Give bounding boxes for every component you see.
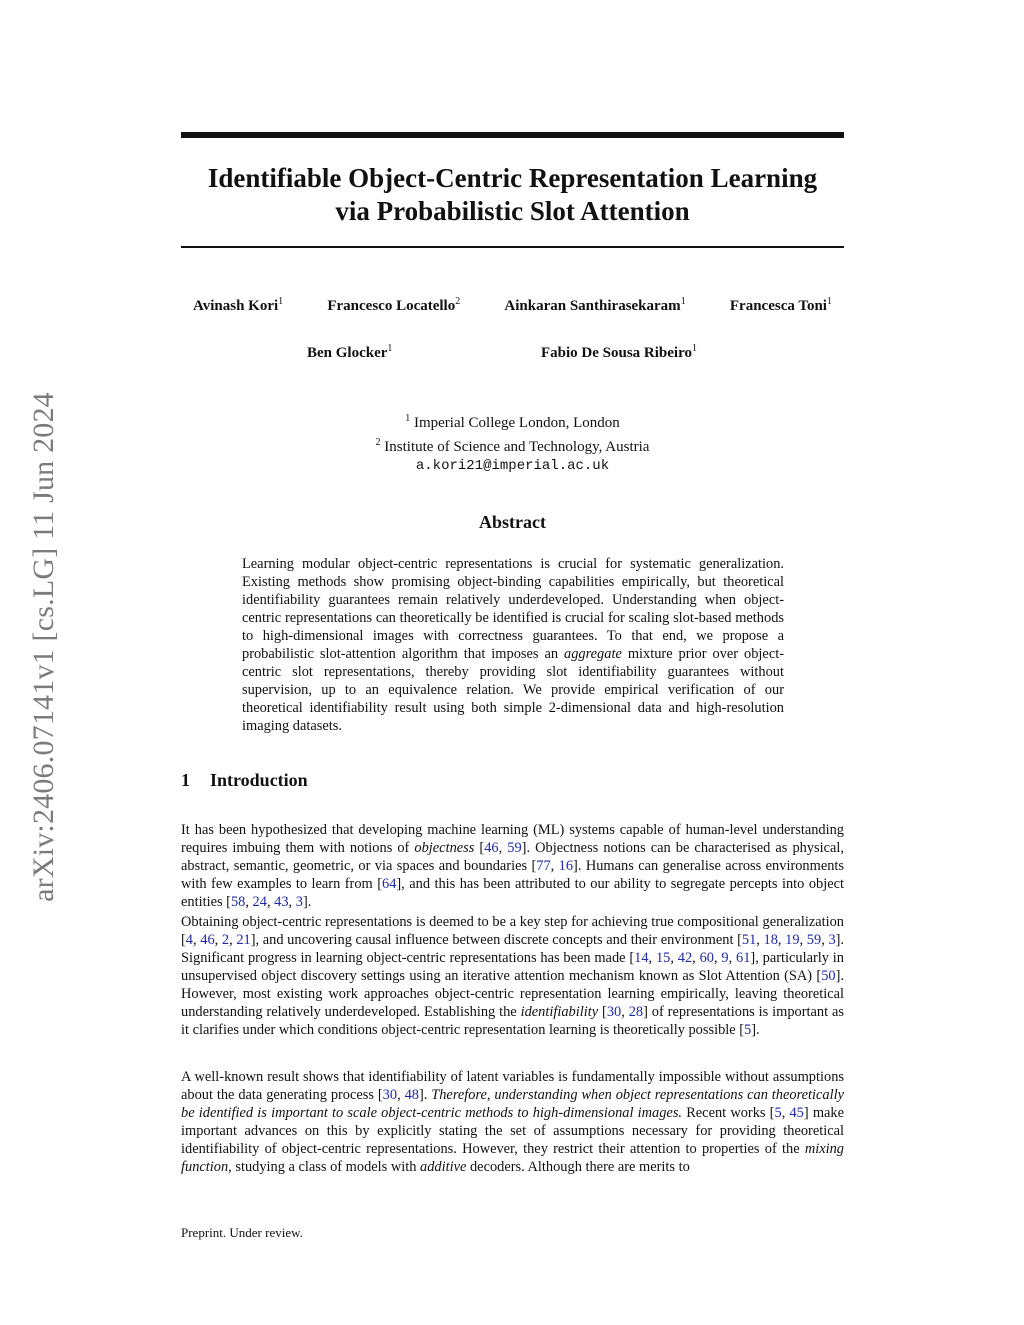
abstract-heading: Abstract	[479, 512, 546, 532]
affiliation: $^1$ Imperial College London, London	[405, 413, 620, 431]
citation-link[interactable]: 46	[484, 840, 499, 856]
citation-link[interactable]: 2	[221, 932, 230, 948]
citation-link[interactable]: 15	[655, 950, 671, 966]
section-heading: 1 Introduction	[181, 770, 308, 790]
title-bottom-rule	[181, 246, 844, 248]
citation-link[interactable]: 3	[295, 894, 303, 910]
citation-link[interactable]: 58	[230, 894, 246, 910]
citation-link[interactable]: 50	[821, 968, 836, 984]
citation-link[interactable]: 21	[236, 932, 251, 948]
affiliation: $^2$ Institute of Science and Technology, Austria	[375, 437, 650, 455]
citation-link[interactable]: 30	[606, 1004, 622, 1020]
title-line-1: Identifiable Object-Centric Representation Learning	[207, 163, 818, 193]
citation-link[interactable]: 3	[828, 932, 836, 948]
citation-link[interactable]: 4	[185, 932, 193, 948]
author: Avinash Kori$^1$	[193, 296, 284, 314]
author: Fabio De Sousa Ribeiro$^1$	[541, 343, 697, 361]
citation-link[interactable]: 60	[699, 950, 714, 966]
citation-link[interactable]: 19	[785, 932, 800, 948]
citation-link[interactable]: 28	[628, 1004, 644, 1020]
affiliations	[181, 409, 844, 476]
author: Ben Glocker$^1$	[307, 343, 393, 361]
citation-link[interactable]: 59	[507, 840, 522, 856]
citation-link[interactable]: 5	[744, 1022, 752, 1038]
author-email[interactable]: a.kori21@imperial.ac.uk	[415, 458, 610, 474]
citation-link[interactable]: 59	[806, 932, 822, 948]
citation-link[interactable]: 43	[274, 894, 289, 910]
citation-link[interactable]: 61	[736, 950, 751, 966]
author: Francesca Toni$^1$	[729, 296, 832, 314]
author: Ainkaran Santhirasekaram$^1$	[504, 296, 686, 314]
citation-link[interactable]: 64	[382, 876, 397, 892]
citation-link[interactable]: 16	[558, 858, 574, 874]
authors-row-1	[181, 296, 844, 315]
footer-note: Preprint. Under review.	[181, 1225, 303, 1240]
citation-link[interactable]: 9	[721, 950, 729, 966]
paper-title	[161, 162, 864, 228]
citation-link[interactable]: 42	[677, 950, 693, 966]
intro-paragraph-2: Obtaining object-centric representations is deemed to be a key step for achieving true compositional generalization [4, 46, 2, 21], and uncovering causal influence between discrete concepts and their environment [51, 18, 19, 59, 3]. Significant progress in learning object-centric representations has been made [14, 15, 42, 60, 9, 61], particularly in unsupervised object discovery settings using an iterative attention mechanism known as Slot Attention (SA) [50]. However, most existing work approaches object-centric representation learning empirically, leaving theoretical understanding relatively underdeveloped. Establishing the identifiability [30, 28] of representations is important as it clarifies under which conditions object-centric representation learning is theoretically possible [5].	[181, 914, 845, 1038]
intro-paragraph-3: A well-known result shows that identifiability of latent variables is fundamentally impossible without assumptions about the data generating process [30, 48]. Therefore, understanding when object representations can theoretically be identified is important to scale object-centric methods to high-dimensional images. Recent works [5, 45] make important advances on this by explicitly stating the set of assumptions necessary for providing theoretical identifiability of object-centric representations. However, they restrict their attention to properties of the mixing function, studying a class of models with additive decoders. Although there are merits to	[181, 1069, 844, 1175]
intro-paragraph-1: It has been hypothesized that developing machine learning (ML) systems capable of human-level understanding requires imbuing them with notions of objectness [46, 59]. Objectness notions can be characterised as physical, abstract, semantic, geometric, or via spaces and boundaries [77, 16]. Humans can generalise across environments with few examples to learn from [64], and this has been attributed to our ability to segregate percepts into object entities [58, 24, 43, 3].	[181, 822, 845, 910]
citation-link[interactable]: 46	[200, 932, 215, 948]
title-line-2: via Probabilistic Slot Attention	[335, 196, 690, 226]
citation-link[interactable]: 18	[763, 932, 778, 948]
citation-link[interactable]: 24	[252, 894, 267, 910]
citation-link[interactable]: 45	[789, 1105, 804, 1121]
title-top-rule	[181, 132, 844, 138]
author: Francesco Locatello$^2$	[327, 296, 461, 314]
arxiv-identifier: arXiv:2406.07141v1 [cs.LG] 11 Jun 2024	[27, 392, 60, 902]
citation-link[interactable]: 5	[774, 1105, 782, 1121]
citation-link[interactable]: 30	[382, 1087, 398, 1103]
arxiv-sidebar	[0, 0, 70, 1325]
citation-link[interactable]: 14	[634, 950, 649, 966]
citation-link[interactable]: 77	[536, 858, 551, 874]
citation-link[interactable]: 48	[404, 1087, 419, 1103]
citation-link[interactable]: 51	[741, 932, 757, 948]
abstract-text: Learning modular object-centric representations is crucial for systematic generalization. Existing methods show promising object-binding capabilities empirically, but theoretical identifiability guarantees remain relatively underdeveloped. Understanding when object-centric representations can theoretically be identified is crucial for scaling slot-based methods to high-dimensional images with correctness guarantees. To that end, we propose a probabilistic slot-attention algorithm that imposes an aggregate mixture prior over object-centric slot representations, thereby providing slot identifiability guarantees without supervision, up to an equivalence relation. We provide empirical verification of our theoretical identifiability result using both simple 2-dimensional data and high-resolution imaging datasets.	[242, 556, 784, 734]
